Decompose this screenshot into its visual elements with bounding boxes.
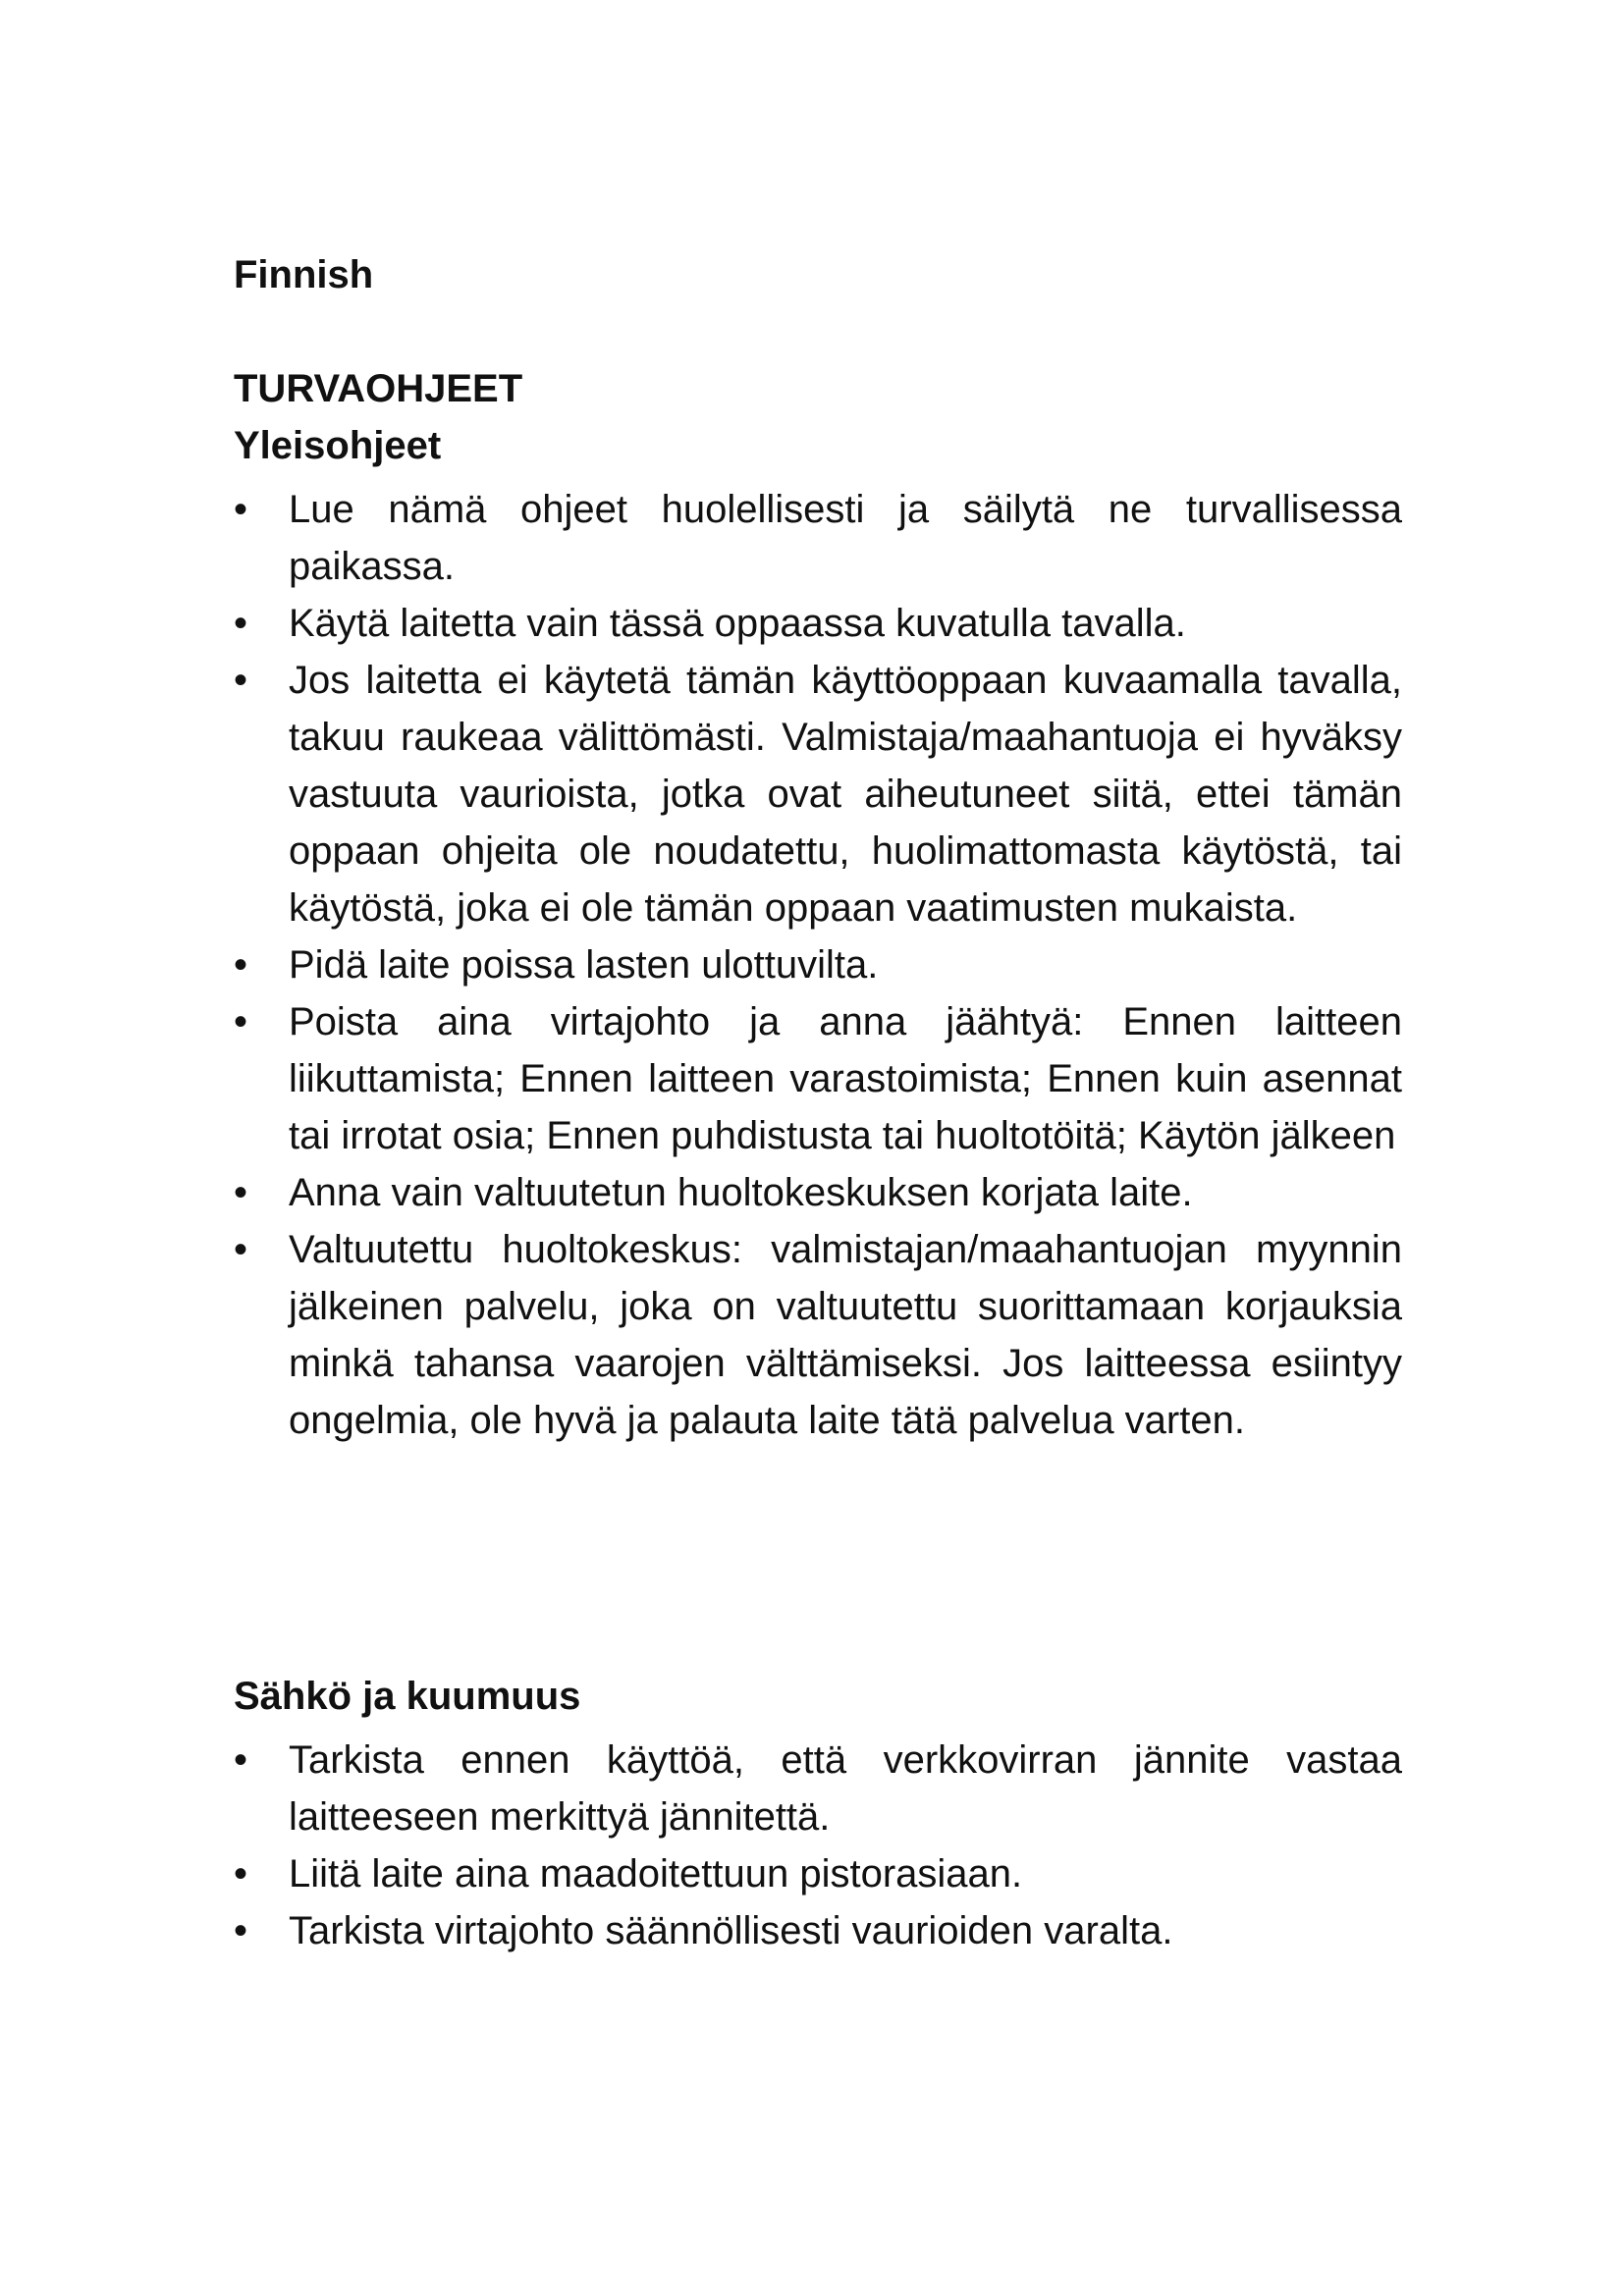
section-heading-electricity: Sähkö ja kuumuus [234, 1675, 581, 1718]
list-item-text: Tarkista ennen käyttöä, että verkkovirran jännite vastaa laitteeseen merkittyä jännitettä. [289, 1738, 1402, 1839]
list-item [234, 652, 1402, 936]
document-title: TURVAOHJEET [234, 367, 523, 410]
list-item [234, 1164, 1402, 1221]
general-instructions-list [234, 481, 1402, 1449]
list-item [234, 1902, 1402, 1959]
bullet-icon: • [234, 1852, 248, 1896]
bullet-icon: • [234, 659, 248, 702]
list-item-text: Tarkista virtajohto säännöllisesti vaurioiden varalta. [289, 1909, 1173, 1952]
list-item-text: Poista aina virtajohto ja anna jäähtyä: Ennen laitteen liikuttamista; Ennen laitteen varastoimista; Ennen kuin asennat tai irrotat osia; Ennen puhdistusta tai huoltotöitä; Käytön jälkeen [289, 1000, 1402, 1157]
list-item [234, 993, 1402, 1164]
bullet-icon: • [234, 1171, 248, 1214]
bullet-icon: • [234, 1000, 248, 1043]
list-item-text: Anna vain valtuutetun huoltokeskuksen korjata laite. [289, 1171, 1193, 1214]
list-item-text: Käytä laitetta vain tässä oppaassa kuvatulla tavalla. [289, 602, 1186, 645]
list-item-text: Liitä laite aina maadoitettuun pistorasiaan. [289, 1852, 1023, 1896]
language-label: Finnish [234, 253, 374, 296]
bullet-icon: • [234, 1738, 248, 1782]
list-item [234, 1845, 1402, 1902]
list-item [234, 481, 1402, 595]
list-item [234, 936, 1402, 993]
section-heading-general: Yleisohjeet [234, 424, 442, 467]
list-item [234, 1732, 1402, 1845]
bullet-icon: • [234, 488, 248, 531]
electricity-instructions-list [234, 1732, 1402, 1959]
list-item-text: Valtuutettu huoltokeskus: valmistajan/maahantuojan myynnin jälkeinen palvelu, joka on valtuutettu suorittamaan korjauksia minkä tahansa vaarojen välttämiseksi. Jos laitteessa esiintyy ongelmia, ole hyvä ja palauta laite tätä palvelua varten. [289, 1228, 1402, 1442]
list-item-text: Pidä laite poissa lasten ulottuvilta. [289, 943, 879, 987]
list-item [234, 595, 1402, 652]
list-item-text: Lue nämä ohjeet huolellisesti ja säilytä ne turvallisessa paikassa. [289, 488, 1402, 588]
list-item-text: Jos laitetta ei käytetä tämän käyttöoppaan kuvaamalla tavalla, takuu raukeaa välittömästi. Valmistaja/maahantuoja ei hyväksy vastuuta vaurioista, jotka ovat aiheutuneet siitä, ettei tämän oppaan ohjeita ole noudatettu, huolimattomasta käytöstä, tai käytöstä, joka ei ole tämän oppaan vaatimusten mukaista. [289, 659, 1402, 930]
bullet-icon: • [234, 943, 248, 987]
list-item [234, 1221, 1402, 1449]
bullet-icon: • [234, 602, 248, 645]
bullet-icon: • [234, 1909, 248, 1952]
bullet-icon: • [234, 1228, 248, 1271]
